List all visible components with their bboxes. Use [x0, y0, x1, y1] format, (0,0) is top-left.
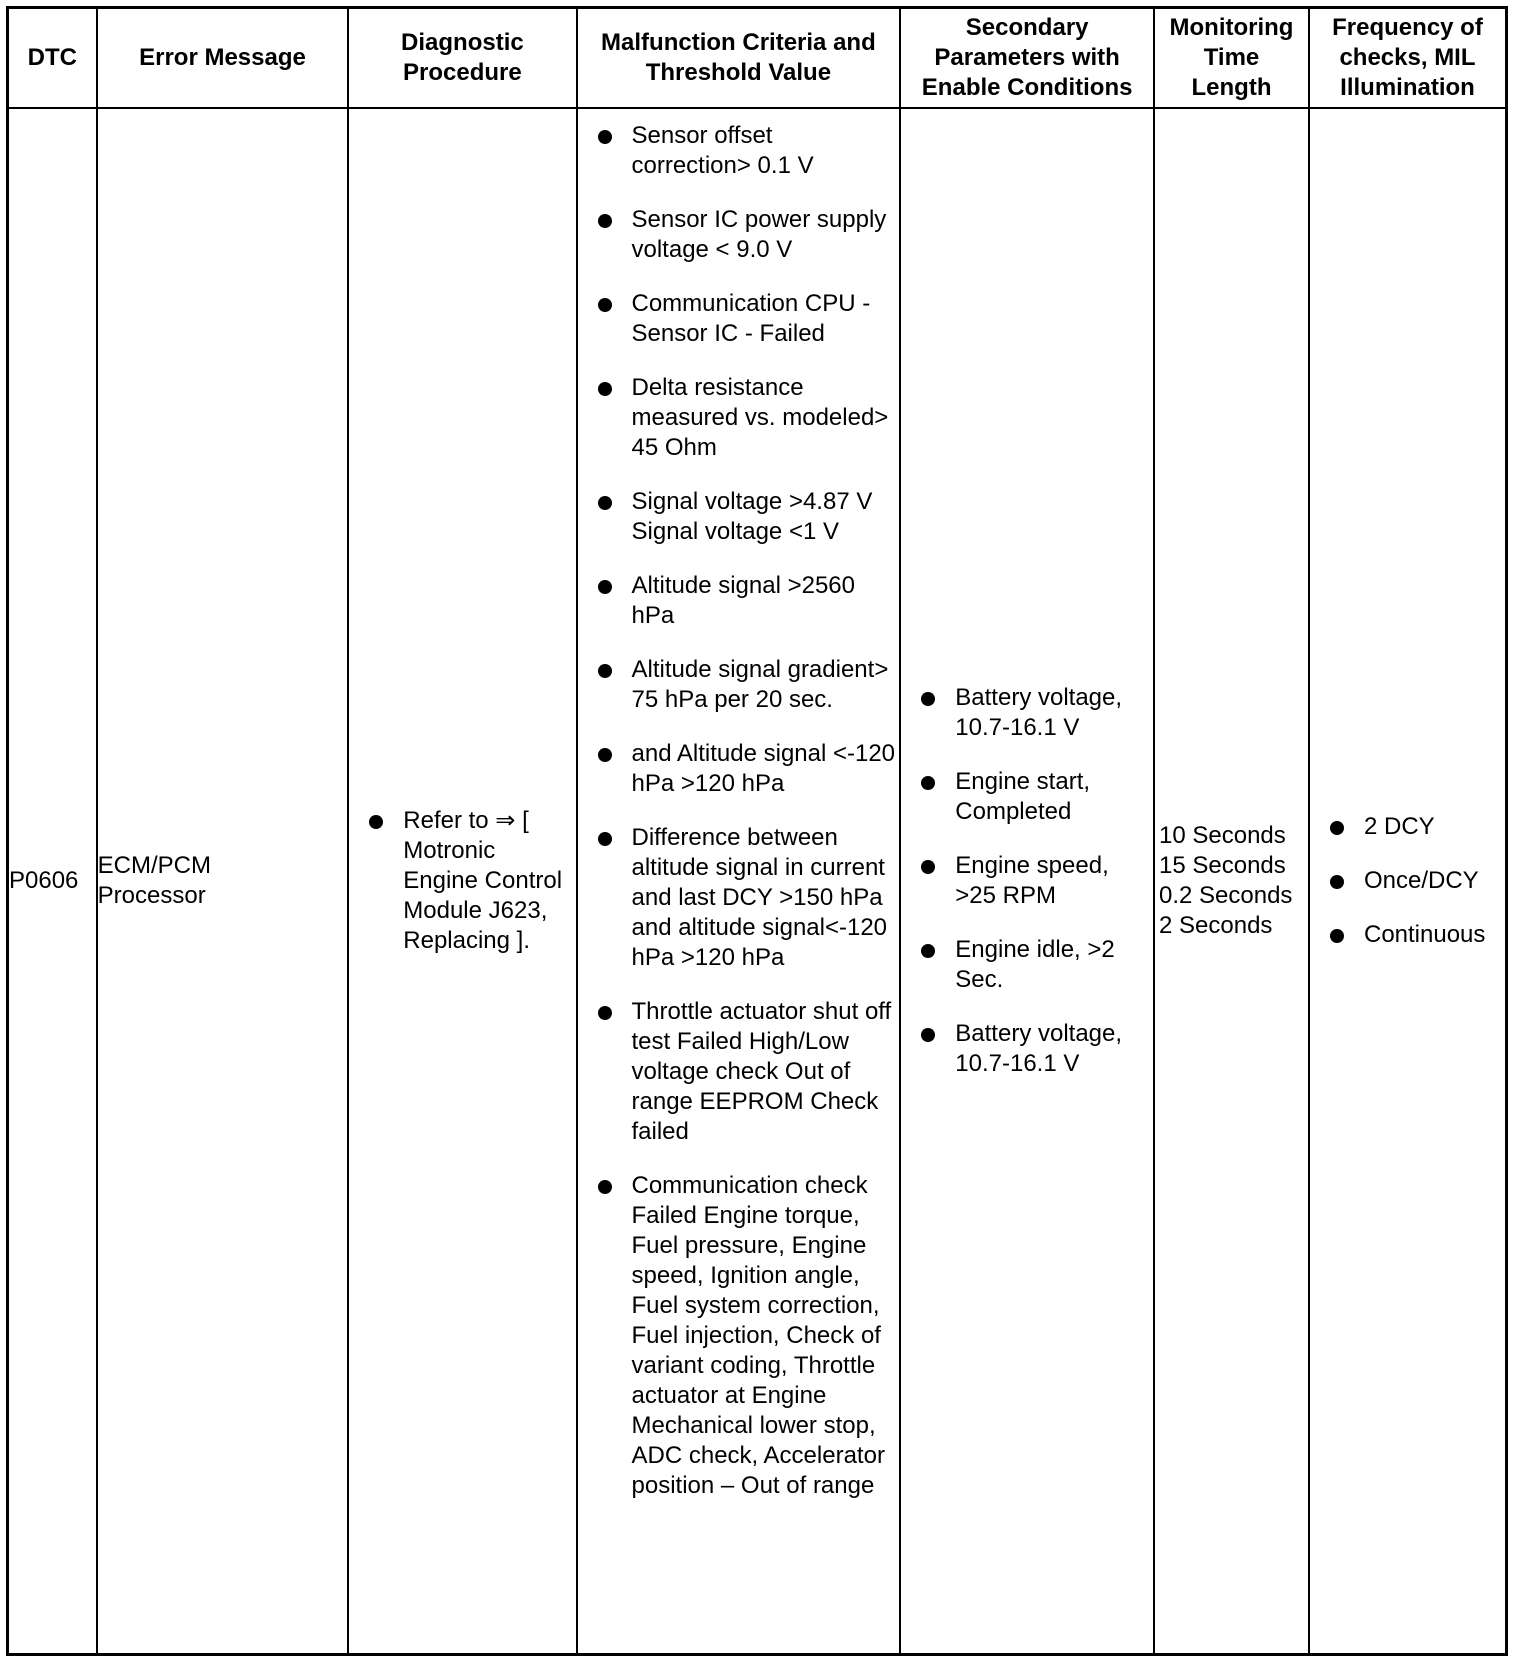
parameter-item: Battery voltage, 10.7-16.1 V: [901, 1019, 1153, 1079]
monitoring-time-item: 15 Seconds: [1159, 852, 1286, 879]
header-frequency: Frequency of checks, MIL Illumination: [1309, 8, 1507, 109]
criteria-item: Signal voltage >4.87 V Signal voltage <1 V: [578, 487, 900, 547]
monitoring-time-cell: [1154, 108, 1309, 1655]
parameter-item: Engine idle, >2 Sec.: [901, 935, 1153, 995]
criteria-item: and Altitude signal <-120 hPa >120 hPa: [578, 739, 900, 799]
header-row: [8, 8, 1507, 109]
header-error-message: Error Message: [97, 8, 349, 109]
table-row: [8, 108, 1507, 1655]
frequency-cell: [1309, 108, 1507, 1655]
procedure-item: Refer to ⇒ [ Motronic Engine Control Module J623, Replacing ].: [349, 806, 575, 956]
header-malfunction-criteria: Malfunction Criteria and Threshold Value: [577, 8, 901, 109]
header-dtc: DTC: [8, 8, 97, 109]
criteria-item: Throttle actuator shut off test Failed High/Low voltage check Out of range EEPROM Check failed: [578, 997, 900, 1147]
secondary-parameters-list: [901, 683, 1153, 1079]
criteria-item: Delta resistance measured vs. modeled> 45 Ohm: [578, 373, 900, 463]
error-message-text: ECM/PCM Processor: [97, 852, 212, 909]
dtc-table: [6, 6, 1508, 1656]
criteria-item: Sensor IC power supply voltage < 9.0 V: [578, 205, 900, 265]
frequency-item: 2 DCY: [1310, 812, 1505, 842]
header-monitoring-time: Monitoring Time Length: [1154, 8, 1309, 109]
monitoring-time-item: 0.2 Seconds: [1159, 882, 1293, 909]
header-diagnostic-procedure: Diagnostic Procedure: [348, 8, 576, 109]
criteria-item: Communication check Failed Engine torque, Fuel pressure, Engine speed, Ignition angle, Fuel system correction, Fuel injection, Check of variant coding, Throttle actuator at Engine Mechanical lower stop, ADC check, Accelerator position – Out of range: [578, 1171, 900, 1501]
parameter-item: Engine start, Completed: [901, 767, 1153, 827]
error-message: [97, 108, 349, 1655]
secondary-parameters-cell: [900, 108, 1154, 1655]
criteria-item: Altitude signal gradient> 75 hPa per 20 sec.: [578, 655, 900, 715]
monitoring-time-item: 10 Seconds: [1159, 822, 1286, 849]
criteria-item: Altitude signal >2560 hPa: [578, 571, 900, 631]
criteria-item: Sensor offset correction> 0.1 V: [578, 121, 900, 181]
diagnostic-procedure-list: [349, 806, 575, 956]
diagnostic-procedure-cell: [348, 108, 576, 1655]
malfunction-criteria-cell: [577, 108, 901, 1655]
parameter-item: Battery voltage, 10.7-16.1 V: [901, 683, 1153, 743]
header-secondary-parameters: Secondary Parameters with Enable Conditions: [900, 8, 1154, 109]
monitoring-time-list: [1159, 821, 1304, 941]
criteria-item: Difference between altitude signal in current and last DCY >150 hPa and altitude signal<-120 hPa >120 hPa: [578, 823, 900, 973]
monitoring-time-item: 2 Seconds: [1159, 912, 1273, 939]
malfunction-criteria-list: [578, 109, 900, 1501]
parameter-item: Engine speed, >25 RPM: [901, 851, 1153, 911]
criteria-item: Communication CPU - Sensor IC - Failed: [578, 289, 900, 349]
frequency-item: Once/DCY: [1310, 866, 1505, 896]
frequency-item: Continuous: [1310, 920, 1505, 950]
dtc-code: P0606: [8, 108, 97, 1655]
frequency-list: [1310, 812, 1505, 950]
